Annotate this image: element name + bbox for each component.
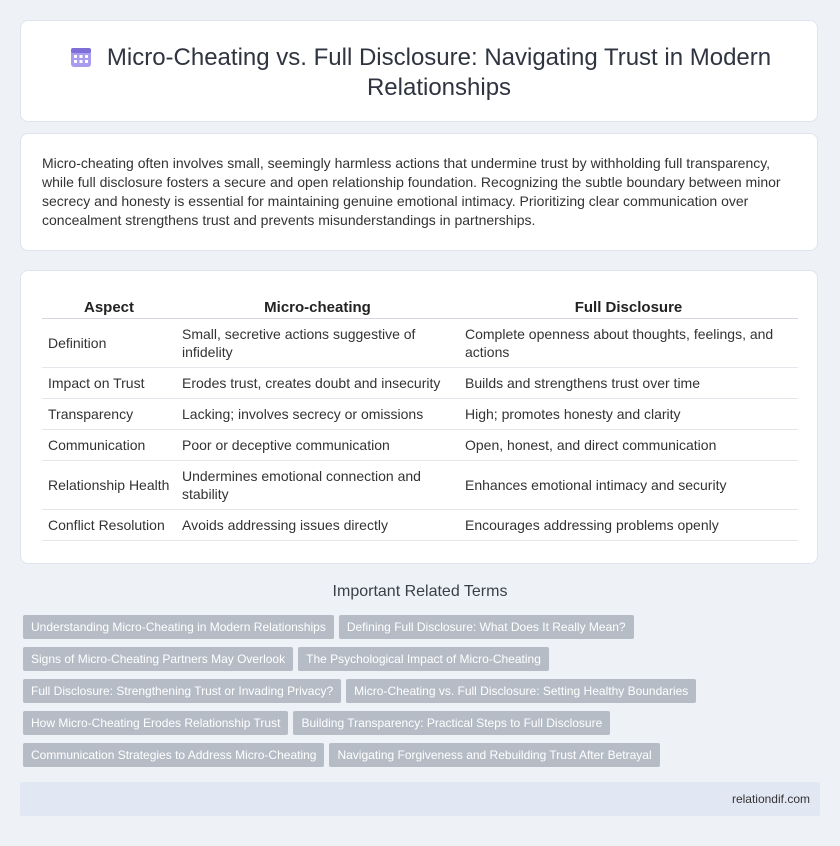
related-term-tag[interactable]: Defining Full Disclosure: What Does It Really Mean? — [339, 615, 634, 639]
related-term-tag[interactable]: Micro-Cheating vs. Full Disclosure: Setting Healthy Boundaries — [346, 679, 696, 703]
table-cell: Avoids addressing issues directly — [176, 510, 459, 541]
related-terms-heading: Important Related Terms — [332, 583, 508, 600]
table-cell: Definition — [42, 319, 176, 368]
table-row — [42, 319, 798, 368]
table-cell: Builds and strengthens trust over time — [459, 368, 798, 399]
table-cell: Impact on Trust — [42, 368, 176, 399]
page-title: Micro-Cheating vs. Full Disclosure: Navigating Trust in Modern Relationships — [106, 44, 772, 101]
related-term-tag[interactable]: Full Disclosure: Strengthening Trust or Invading Privacy? — [23, 679, 341, 703]
table-cell: Encourages addressing problems openly — [459, 510, 798, 541]
related-term-tag[interactable]: How Micro-Cheating Erodes Relationship Trust — [23, 711, 288, 735]
table-row — [42, 461, 798, 510]
table-header-row — [42, 295, 798, 319]
related-term-tag[interactable]: Understanding Micro-Cheating in Modern Relationships — [23, 615, 334, 639]
table-cell: Erodes trust, creates doubt and insecurity — [176, 368, 459, 399]
related-terms-list — [23, 615, 723, 775]
intro-card — [20, 133, 818, 251]
column-header-aspect: Aspect — [42, 295, 176, 319]
related-term-tag[interactable]: Building Transparency: Practical Steps to Full Disclosure — [293, 711, 610, 735]
related-term-tag[interactable]: Navigating Forgiveness and Rebuilding Trust After Betrayal — [329, 743, 659, 767]
column-header-micro-cheating: Micro-cheating — [176, 295, 459, 319]
table-cell: High; promotes honesty and clarity — [459, 399, 798, 430]
table-row — [42, 430, 798, 461]
table-cell: Poor or deceptive communication — [176, 430, 459, 461]
column-header-full-disclosure: Full Disclosure — [459, 295, 798, 319]
table-row — [42, 399, 798, 430]
table-cell: Open, honest, and direct communication — [459, 430, 798, 461]
table-row — [42, 368, 798, 399]
header-card — [20, 20, 818, 122]
comparison-table-card — [20, 270, 818, 564]
table-cell: Relationship Health — [42, 461, 176, 510]
footer — [20, 782, 820, 816]
table-cell: Small, secretive actions suggestive of infidelity — [176, 319, 459, 368]
comparison-table — [42, 295, 798, 541]
intro-paragraph: Micro-cheating often involves small, seemingly harmless actions that undermine trust by withholding full transparency, while full disclosure fosters a secure and open relationship foundation. Recognizing the subtle boundary between minor secrecy and honesty is essential for maintaining genuine emotional intimacy. Prioritizing clear communication over concealment strengthens trust and prevents misunderstandings in partnerships. — [42, 155, 781, 228]
table-row — [42, 510, 798, 541]
table-cell: Conflict Resolution — [42, 510, 176, 541]
table-cell: Complete openness about thoughts, feelings, and actions — [459, 319, 798, 368]
related-term-tag[interactable]: Signs of Micro-Cheating Partners May Overlook — [23, 647, 293, 671]
table-cell: Communication — [42, 430, 176, 461]
related-term-tag[interactable]: Communication Strategies to Address Micro-Cheating — [23, 743, 324, 767]
related-term-tag[interactable]: The Psychological Impact of Micro-Cheating — [298, 647, 549, 671]
table-cell: Undermines emotional connection and stability — [176, 461, 459, 510]
table-cell: Transparency — [42, 399, 176, 430]
footer-site-link[interactable]: relationdif.com — [731, 792, 810, 806]
table-cell: Enhances emotional intimacy and security — [459, 461, 798, 510]
table-cell: Lacking; involves secrecy or omissions — [176, 399, 459, 430]
